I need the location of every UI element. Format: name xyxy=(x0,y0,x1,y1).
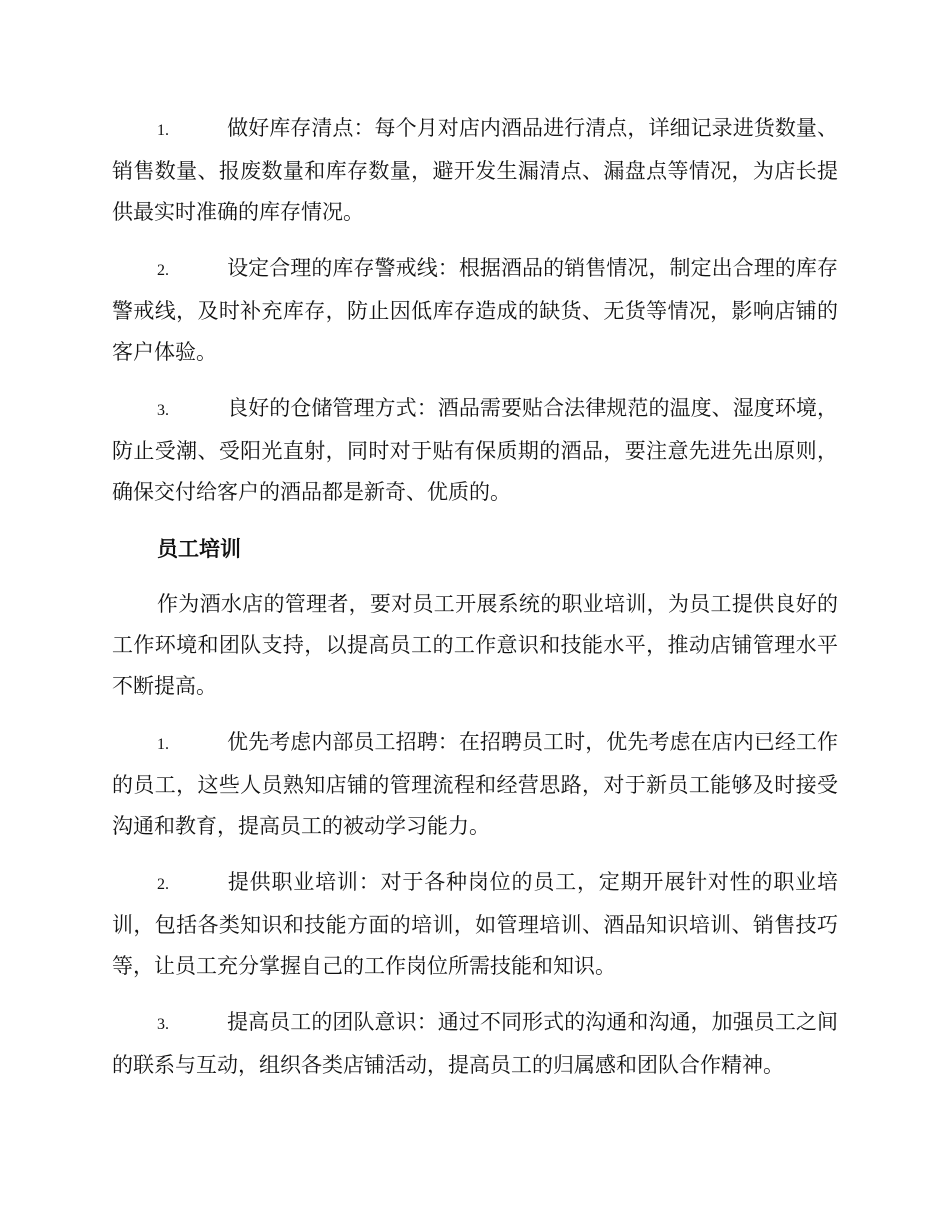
list-item-text: 良好的仓储管理方式：酒品需要贴合法律规范的温度、湿度环境，防止受潮、受阳光直射，同时对于贴有保质期的酒品，要注意先进先出原则，确保交付给客户的酒品都是新奇、优质的。 xyxy=(112,396,838,504)
document-page xyxy=(112,108,838,1101)
list-item-text: 优先考虑内部员工招聘：在招聘员工时，优先考虑在店内已经工作的员工，这些人员熟知店铺的管理流程和经营思路，对于新员工能够及时接受沟通和教育，提高员工的被动学习能力。 xyxy=(112,730,838,838)
list-item-number: 1. xyxy=(157,122,169,139)
list-item-number: 3. xyxy=(157,1016,169,1033)
list-item-number: 3. xyxy=(157,402,169,419)
list-item xyxy=(112,1002,838,1086)
list-item-number: 1. xyxy=(157,736,169,753)
list-item-text: 提供职业培训：对于各种岗位的员工，定期开展针对性的职业培训，包括各类知识和技能方面的培训，如管理培训、酒品知识培训、销售技巧等，让员工充分掌握自己的工作岗位所需技能和知识。 xyxy=(112,870,838,978)
list-item-number: 2. xyxy=(157,262,169,279)
list-item xyxy=(112,862,838,987)
list-item xyxy=(112,722,838,847)
list-item xyxy=(112,108,838,233)
section-heading: 员工培训 xyxy=(157,536,241,561)
list-item-text: 提高员工的团队意识：通过不同形式的沟通和沟通，加强员工之间的联系与互动，组织各类店铺活动，提高员工的归属感和团队合作精神。 xyxy=(112,1010,838,1077)
list-item xyxy=(112,388,838,513)
list-item xyxy=(112,248,838,373)
list-item-number: 2. xyxy=(157,876,169,893)
list-item-text: 做好库存清点：每个月对店内酒品进行清点，详细记录进货数量、销售数量、报废数量和库存数量，避开发生漏清点、漏盘点等情况，为店长提供最实时准确的库存情况。 xyxy=(112,116,838,224)
list-item-text: 设定合理的库存警戒线：根据酒品的销售情况，制定出合理的库存警戒线，及时补充库存，防止因低库存造成的缺货、无货等情况，影响店铺的客户体验。 xyxy=(112,256,838,364)
intro-paragraph: 作为酒水店的管理者，要对员工开展系统的职业培训，为员工提供良好的工作环境和团队支持，以提高员工的工作意识和技能水平，推动店铺管理水平不断提高。 xyxy=(112,592,838,698)
